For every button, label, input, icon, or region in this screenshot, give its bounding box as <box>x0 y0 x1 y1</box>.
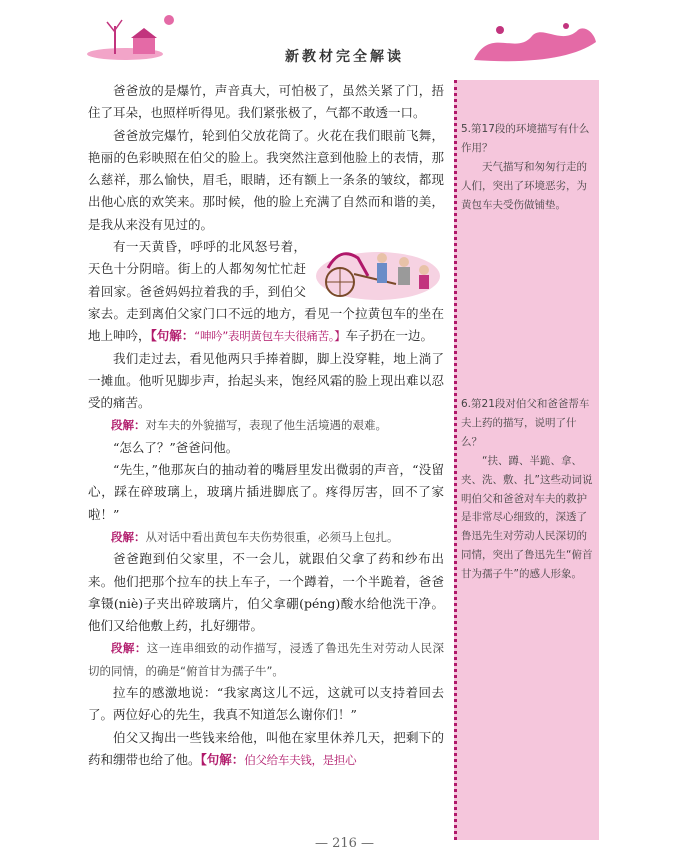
sentence-note: “呻吟”表明黄包车夫很痛苦。】 <box>194 329 346 344</box>
sentence-note-label: 【句解： <box>150 328 195 344</box>
sidebar-answer-6: “扶、蹲、半跪、拿、夹、洗、敷、扎”这些动词说明伯父和爸爸对车夫的救护是非常尽心细致的，深透了鲁迅先生对劳动人民深切的同情，突出了鲁迅先生“俯首甘为孺子牛”的感人形象。 <box>461 455 593 580</box>
book-title: 新教材完全解读 <box>285 49 404 65</box>
paragraph: 有一天黄昏，呼呼的北风怒号着，天色十分阴暗。街上的人都匆匆忙忙赶着回家。爸爸妈妈拉着我的手，到伯父家去。走到离伯父家门口不远的地方，看见一个拉黄包车的坐在地上呻吟，【句解：“呻吟”表明黄包车夫很痛苦。】车子扔在一边。 <box>88 239 444 344</box>
paragraph: 爸爸放的是爆竹，声音真大，可怕极了，虽然关紧了门，捂住了耳朵，也照样听得见。我们紧张极了，气都不敢透一口。 <box>88 83 444 121</box>
paragraph-note: 段解：从对话中看出黄包车夫伤势很重，必须马上包扎。 <box>111 529 399 544</box>
paragraph: “先生，”他那灰白的抽动着的嘴唇里发出微弱的声音，“没留心，踩在碎玻璃上，玻璃片插进脚底了。疼得厉害，回不了家啦！” <box>88 462 444 522</box>
sidebar-answer-5: 天气描写和匆匆行走的人们，突出了环境恶劣，为黄包车夫受伤做铺垫。 <box>461 161 587 211</box>
paragraph: 伯父又掏出一些钱来给他，叫他在家里休养几天，把剩下的药和绷带也给了他。【句解：伯父给车夫钱，是担心 <box>88 729 444 767</box>
main-text <box>88 80 444 771</box>
sentence-note: 伯父给车夫钱，是担心 <box>244 752 357 767</box>
paragraph: “怎么了？”爸爸问他。 <box>113 439 239 455</box>
paragraph: 我们走过去，看见他两只手捧着脚，脚上没穿鞋，地上淌了一摊血。他听见脚步声，抬起头来，饱经风霜的脸上现出难以忍受的痛苦。 <box>88 350 444 411</box>
rickshaw-illustration-icon <box>312 236 444 302</box>
sentence-note-label: 【句解： <box>200 751 245 767</box>
paragraph: 爸爸跑到伯父家里，不一会儿，就跟伯父拿了药和纱布出来。他们把那个拉车的扶上车子，一个蹲着，一个半跪着，爸爸拿镊(niè)子夹出碎玻璃片，伯父拿硼(péng)酸水给他洗干净。他们又给他敷上药，扎好绷带。 <box>88 551 444 634</box>
paragraph: 拉车的感激地说：“我家离这儿不远，这就可以支持着回去了。两位好心的先生，我真不知道怎么谢你们！” <box>88 685 444 723</box>
page-header <box>0 0 689 70</box>
paragraph-note: 段解：对车夫的外貌描写，表现了他生活境遇的艰难。 <box>111 418 387 433</box>
sidebar-question-6: 6.第21段对伯父和爸爸帮车夫上药的描写，说明了什么？ <box>461 398 590 448</box>
paragraph: 爸爸放完爆竹，轮到伯父放花筒了。火花在我们眼前飞舞，艳丽的色彩映照在伯父的脸上。我突然注意到他脸上的表情，那么慈祥，那么愉快，眉毛，眼睛，还有额上一条条的皱纹，都现出他心底的欢笑来。那时候，他的脸上充满了自然而和谐的美，是我从来没有见过的。 <box>88 127 444 232</box>
sidebar-question-5: 5.第17段的环境描写有什么作用？ <box>461 123 590 154</box>
sidebar-divider <box>454 80 457 840</box>
page-number: — 216 — <box>314 836 375 851</box>
paragraph-note: 段解：这一连串细致的动作描写，浸透了鲁迅先生对劳动人民深切的同情，的确是“俯首甘为孺子牛”。 <box>88 641 445 678</box>
